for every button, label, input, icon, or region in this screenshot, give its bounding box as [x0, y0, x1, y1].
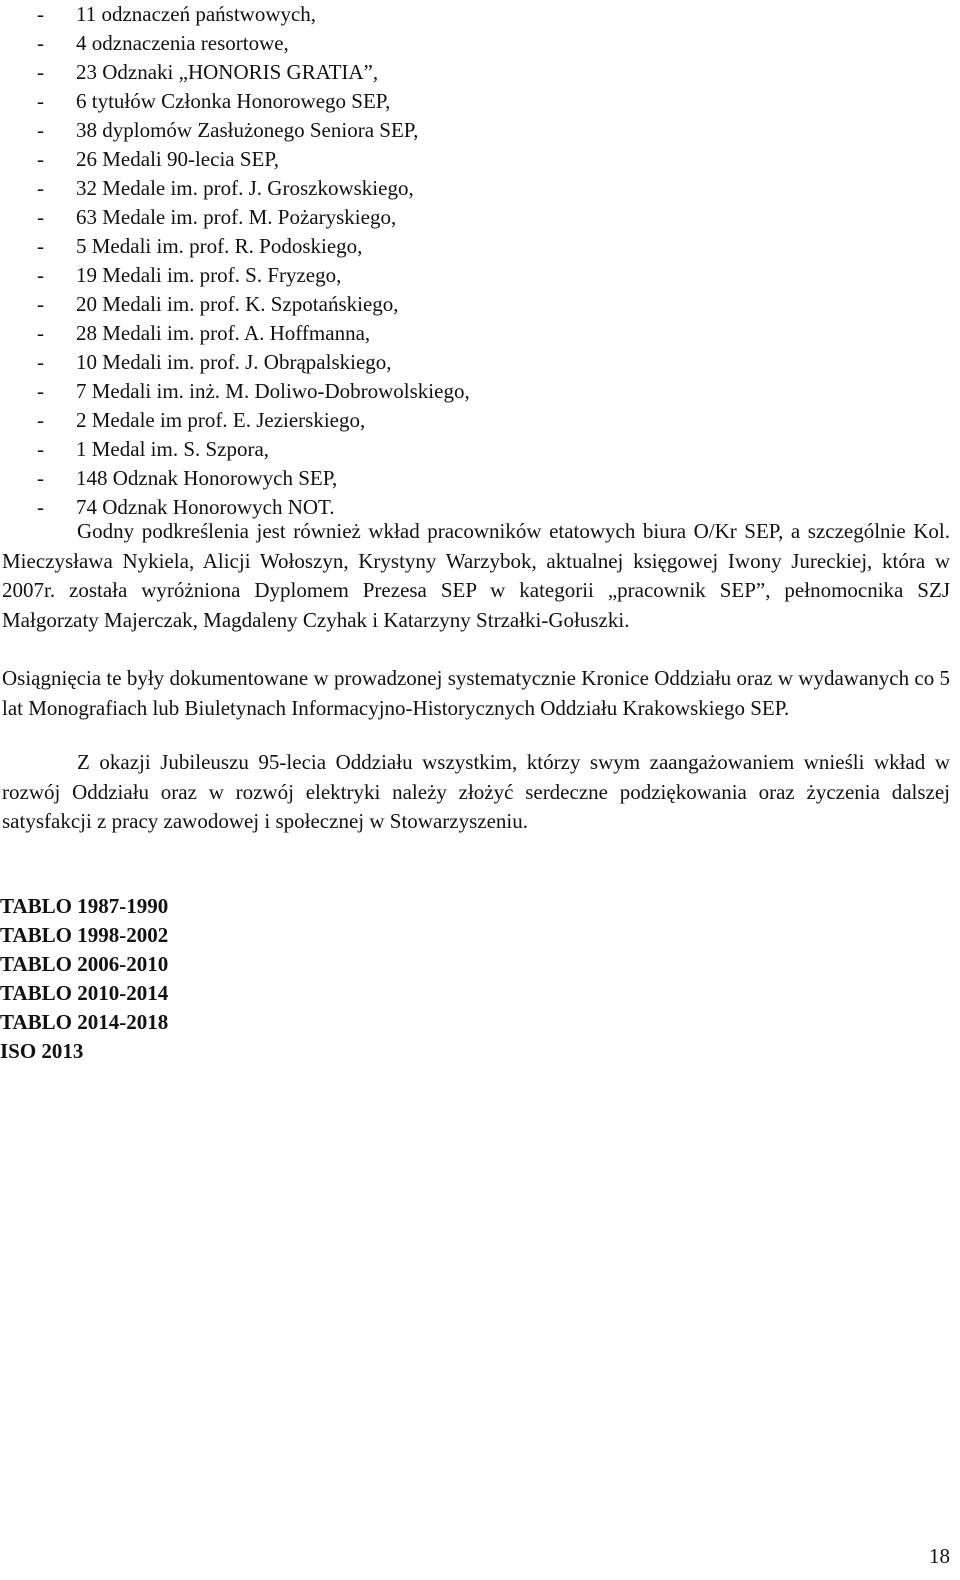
award-text: 32 Medale im. prof. J. Groszkowskiego, — [76, 176, 414, 200]
list-dash: - — [37, 350, 44, 374]
paragraph-jubilee-thanks: Z okazji Jubileuszu 95-lecia Oddziału wszystkim, którzy swym zaangażowaniem wnieśli wkład w rozwój Oddziału oraz w rozwój elektryki należy złożyć serdeczne podziękowania oraz życzenia dalszej satysfakcji z pracy zawodowej i społecznej w Stowarzyszeniu. — [2, 750, 950, 833]
award-text: 7 Medali im. inż. M. Doliwo-Dobrowolskiego, — [76, 379, 470, 403]
tablo-item: ISO 2013 — [0, 1039, 84, 1063]
list-dash: - — [37, 234, 44, 258]
list-dash: - — [37, 31, 44, 55]
list-dash: - — [37, 495, 44, 519]
tablo-item: TABLO 2014-2018 — [0, 1010, 169, 1034]
award-text: 10 Medali im. prof. J. Obrąpalskiego, — [76, 350, 392, 374]
list-dash: - — [37, 292, 44, 316]
list-dash: - — [37, 2, 44, 26]
tablo-item: TABLO 1998-2002 — [0, 923, 169, 947]
tablo-links-list — [0, 892, 168, 1066]
list-dash: - — [37, 466, 44, 490]
tablo-item: TABLO 1987-1990 — [0, 894, 169, 918]
tablo-item: TABLO 2010-2014 — [0, 981, 169, 1005]
award-text: 5 Medali im. prof. R. Podoskiego, — [76, 234, 363, 258]
award-text: 11 odznaczeń państwowych, — [76, 2, 317, 26]
list-dash: - — [37, 437, 44, 461]
list-dash: - — [37, 263, 44, 287]
award-text: 28 Medali im. prof. A. Hoffmanna, — [76, 321, 371, 345]
award-text: 2 Medale im prof. E. Jezierskiego, — [76, 408, 366, 432]
award-text: 26 Medali 90-lecia SEP, — [76, 147, 279, 171]
list-dash: - — [37, 147, 44, 171]
award-text: 74 Odznak Honorowych NOT. — [76, 495, 335, 519]
award-text: 23 Odznaki „HONORIS GRATIA”, — [76, 60, 379, 84]
paragraph-staff-contribution: Godny podkreślenia jest również wkład pracowników etatowych biura O/Kr SEP, a szczególnie Kol. Mieczysława Nykiela, Alicji Wołoszyn, Krystyny Warzybok, aktualnej księgowej Iwony Jureckiej, która w 2007r. została wyróżniona Dyplomem Prezesa SEP w kategorii „pracownik SEP”, pełnomocnika SZJ Małgorzaty Majerczak, Magdaleny Czyhak i Katarzyny Strzałki-Gołuszki. — [2, 519, 950, 632]
page-number: 18 — [929, 1544, 950, 1568]
paragraph-documentation: Osiągnięcia te były dokumentowane w prowadzonej systematycznie Kronice Oddziału oraz w wydawanych co 5 lat Monografiach lub Biuletynach Informacyjno-Historycznych Oddziału Krakowskiego SEP. — [2, 666, 950, 720]
list-dash: - — [37, 408, 44, 432]
award-text: 19 Medali im. prof. S. Fryzego, — [76, 263, 342, 287]
list-dash: - — [37, 60, 44, 84]
award-text: 20 Medali im. prof. K. Szpotańskiego, — [76, 292, 399, 316]
list-dash: - — [37, 321, 44, 345]
tablo-item: TABLO 2006-2010 — [0, 952, 169, 976]
award-text: 1 Medal im. S. Szpora, — [76, 437, 270, 461]
list-dash: - — [37, 176, 44, 200]
list-dash: - — [37, 205, 44, 229]
award-text: 38 dyplomów Zasłużonego Seniora SEP, — [76, 118, 419, 142]
list-dash: - — [37, 118, 44, 142]
award-text: 148 Odznak Honorowych SEP, — [76, 466, 338, 490]
award-text: 6 tytułów Członka Honorowego SEP, — [76, 89, 391, 113]
list-dash: - — [37, 379, 44, 403]
list-dash: - — [37, 89, 44, 113]
award-text: 63 Medale im. prof. M. Pożaryskiego, — [76, 205, 397, 229]
award-text: 4 odznaczenia resortowe, — [76, 31, 289, 55]
